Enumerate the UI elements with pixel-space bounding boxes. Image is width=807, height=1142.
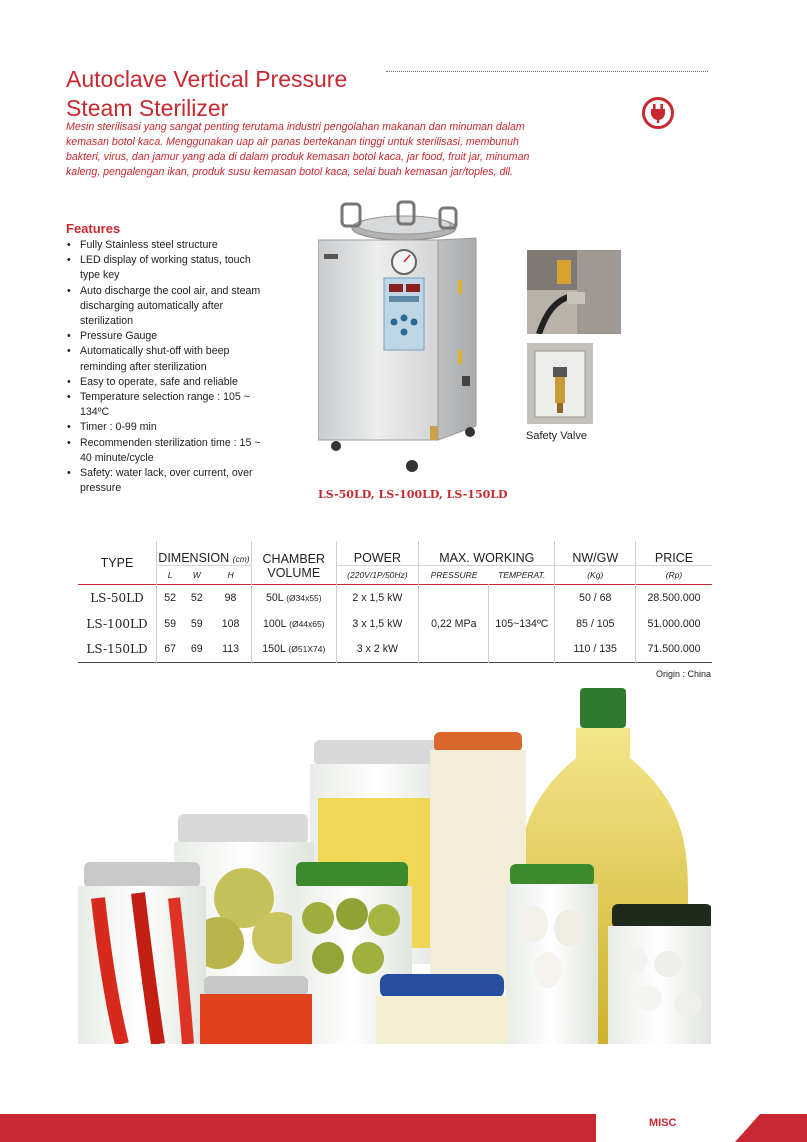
dimension-label: DIMENSION (158, 551, 230, 565)
col-dim-w: W (183, 566, 210, 585)
section-label: MISC (649, 1117, 677, 1129)
shared-pressure: 0,22 MPa (419, 585, 489, 663)
col-power: POWER (336, 541, 419, 566)
col-nwgw-unit: (Kg) (555, 566, 636, 585)
row-type: LS-150LD (86, 642, 148, 657)
row-h: 113 (222, 643, 239, 656)
row-price: 28.500.000 (636, 585, 712, 611)
col-power-unit: (220V/1P/50Hz) (336, 566, 419, 585)
volume-dim: (Ø44x65) (289, 618, 325, 629)
col-volume: VOLUME (251, 566, 336, 585)
row-nwgw: 50 / 68 (555, 585, 636, 611)
model-caption: LS-50LD, LS-100LD, LS-150LD (318, 488, 508, 501)
page-title: Autoclave Vertical Pressure Steam Sterilizer (66, 66, 348, 122)
food-jars-photo (78, 688, 711, 1044)
footer-bar (0, 1114, 807, 1142)
col-dimension (156, 541, 251, 566)
volume-value: 150L (262, 643, 286, 656)
feature-item: • Easy to operate, safe and reliable (66, 375, 266, 390)
row-w: 69 (190, 643, 203, 656)
table-row (78, 585, 712, 611)
col-nwgw: NW/GW (555, 541, 636, 566)
feature-item: • Safety: water lack, over current, over pressure (66, 466, 266, 496)
row-l: 67 (156, 637, 183, 663)
row-type: LS-50LD (90, 590, 144, 605)
feature-item: • Automatically shut-off with beep reminding after sterilization (66, 344, 266, 374)
col-temperat: TEMPERAT. (489, 566, 555, 585)
shared-temp: 105~134ºC (489, 585, 555, 663)
origin-note: Origin : China (655, 669, 711, 679)
row-l: 59 (156, 611, 183, 637)
row-l: 52 (156, 585, 183, 611)
features-heading: Features (66, 221, 121, 236)
col-pressure: PRESSURE (419, 566, 489, 585)
title-dotted-rule (386, 71, 708, 72)
col-dim-h: H (210, 566, 251, 585)
feature-item: • Auto discharge the cool air, and steam discharging automatically after sterilization (66, 284, 266, 330)
feature-item: • Recommenden sterilization time : 15 ~ 40 minute/cycle (66, 436, 266, 466)
row-h: 98 (224, 591, 237, 604)
row-w: 59 (190, 617, 203, 630)
col-dim-l: L (156, 566, 183, 585)
row-w: 52 (190, 591, 203, 604)
row-volume (251, 585, 336, 611)
col-type: TYPE (100, 555, 134, 570)
feature-item: • Pressure Gauge (66, 329, 266, 344)
table-row (78, 637, 712, 663)
col-max-working: MAX. WORKING (419, 541, 555, 566)
feature-item: • LED display of working status, touch type key (66, 253, 266, 283)
col-price: PRICE (636, 541, 712, 566)
row-volume (251, 611, 336, 637)
dimension-unit: (cm) (232, 554, 250, 564)
specs-table (78, 541, 712, 663)
intro-paragraph: Mesin sterilisasi yang sangat penting terutama industri pengolahan makanan dan minuman dalam kemasan botol kaca. Menggunakan uap air panas bertekanan tinggi untuk sterilisasi, membunuh bakteri, virus, dan jamur yang ada di dalam produk kemasan botol kaca, jar food, fruit jar, minuman kaleng, pengalengan ikan, produk susu kemasan botol kaca, selai buah kemasan jar/toples, dll. (66, 121, 530, 178)
row-power: 3 x 2 kW (336, 637, 419, 663)
col-chamber: CHAMBER (251, 541, 336, 566)
col-price-unit: (Rp) (636, 566, 712, 585)
row-h: 108 (221, 617, 240, 630)
row-power: 3 x 1,5 kW (336, 611, 419, 637)
volume-dim: (Ø34x55) (286, 592, 322, 603)
row-nwgw: 110 / 135 (555, 637, 636, 663)
feature-item: • Fully Stainless steel structure (66, 238, 266, 253)
row-type: LS-100LD (86, 616, 148, 631)
plug-icon (641, 96, 675, 130)
safety-valve-detail-photo (527, 250, 621, 334)
row-volume (251, 637, 336, 663)
feature-item: • Timer : 0-99 min (66, 420, 266, 435)
row-price: 71.500.000 (636, 637, 712, 663)
row-power: 2 x 1,5 kW (336, 585, 419, 611)
feature-item: • Temperature selection range : 105 ~ 134ºC (66, 390, 266, 420)
table-row (78, 611, 712, 637)
volume-value: 50L (265, 591, 284, 604)
features-list (66, 238, 266, 496)
autoclave-machine-image (318, 200, 490, 475)
safety-valve-caption: Safety Valve (526, 430, 587, 442)
volume-dim: (Ø51X74) (288, 644, 326, 655)
volume-value: 100L (262, 617, 287, 630)
row-price: 51.000.000 (636, 611, 712, 637)
row-nwgw: 85 / 105 (555, 611, 636, 637)
safety-valve-photo (527, 343, 593, 424)
